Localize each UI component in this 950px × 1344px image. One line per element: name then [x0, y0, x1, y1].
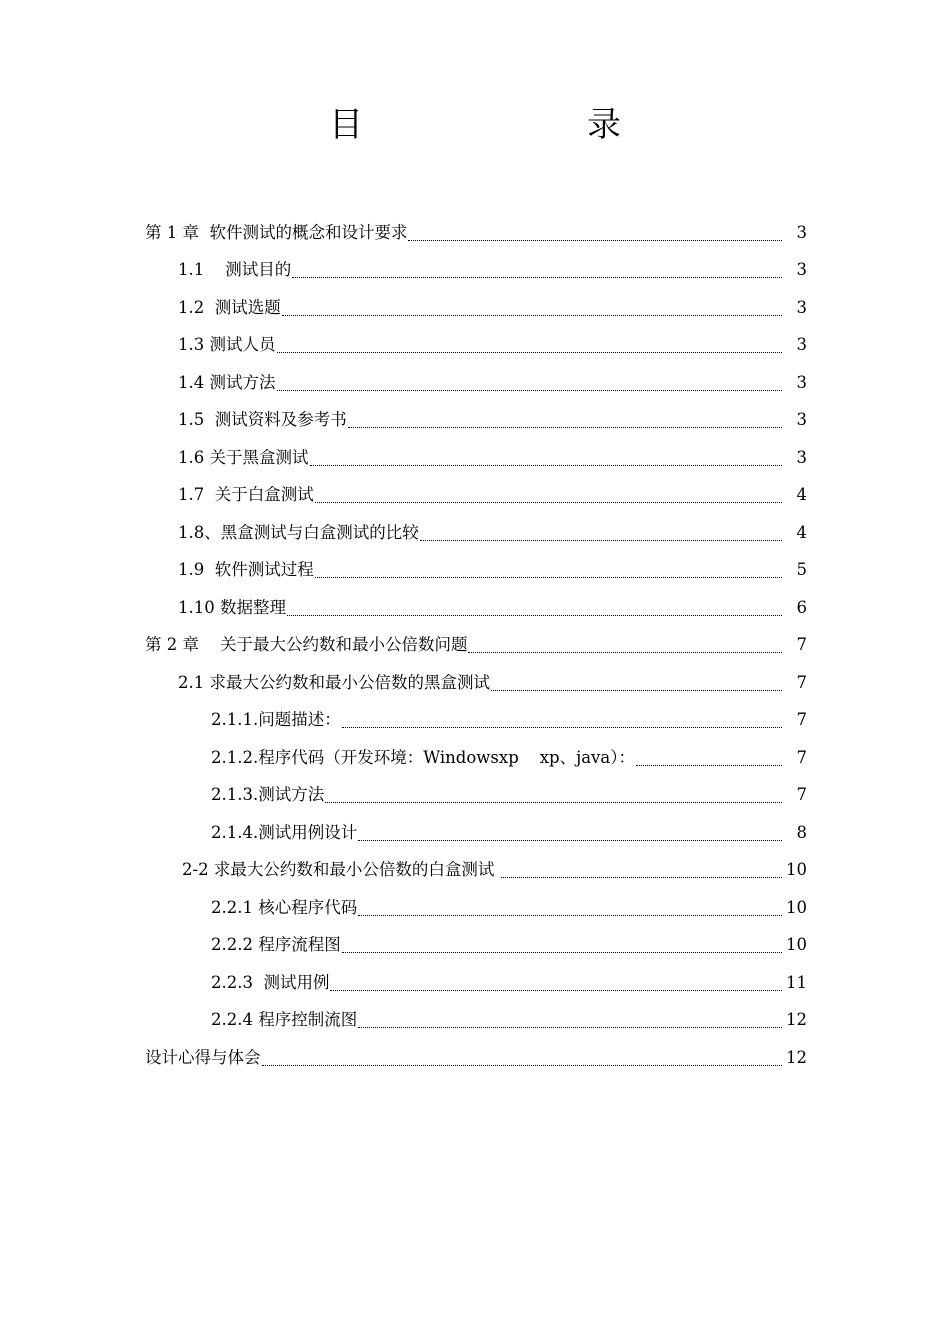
toc-entry-text: 1.1 测试目的 [178, 260, 292, 280]
toc-page-number: 12 [786, 1010, 807, 1030]
toc-entry[interactable] [0, 739, 950, 777]
toc-entry-text: 2.2.1 核心程序代码 [211, 897, 358, 917]
toc-entry-text: 1.7 关于白盒测试 [178, 485, 314, 505]
dot-leader [342, 727, 782, 728]
toc-entry-text: 1.9 软件测试过程 [178, 560, 314, 580]
toc-page-number: 6 [796, 597, 807, 617]
dot-leader [358, 915, 782, 916]
toc-entry[interactable] [0, 439, 950, 477]
toc-entry-text: 第 2 章 关于最大公约数和最小公倍数问题 [145, 635, 468, 655]
toc-page-number: 7 [796, 785, 807, 805]
toc-entry-text: 2.1.3.测试方法 [211, 785, 325, 805]
dot-leader [310, 465, 783, 466]
toc-entry-text: 2.1.2.程序代码（开发环境：Windowsxp xp、java）： [211, 747, 635, 767]
dot-leader [491, 690, 782, 691]
toc-entry[interactable] [0, 1002, 950, 1040]
toc-title: 目 录 [329, 105, 673, 145]
toc-page-number: 3 [796, 260, 807, 280]
toc-page-number: 7 [796, 747, 807, 767]
toc-page-number: 3 [796, 335, 807, 355]
toc-entry-text: 第 1 章 软件测试的概念和设计要求 [145, 222, 408, 242]
toc-page-number: 3 [796, 410, 807, 430]
toc-entry-text: 2.1.4.测试用例设计 [211, 822, 358, 842]
dot-leader [501, 877, 782, 878]
toc-entry[interactable] [0, 852, 950, 890]
toc-page-number: 4 [796, 522, 807, 542]
dot-leader [277, 352, 783, 353]
toc-page-number: 12 [786, 1047, 807, 1067]
toc-entry[interactable] [0, 289, 950, 327]
toc-entry-text: 1.3 测试人员 [178, 335, 276, 355]
toc-entry-text: 1.8、黑盒测试与白盒测试的比较 [178, 522, 419, 542]
toc-entry[interactable] [0, 627, 950, 665]
toc-entry[interactable] [0, 664, 950, 702]
toc-entry[interactable] [0, 589, 950, 627]
toc-page-number: 11 [786, 972, 807, 992]
dot-leader [348, 427, 782, 428]
toc-entry[interactable] [0, 327, 950, 365]
toc-page-number: 3 [796, 447, 807, 467]
dot-leader [325, 802, 782, 803]
toc-entry-text: 2-2 求最大公约数和最小公倍数的白盒测试 [182, 860, 500, 880]
toc-page-number: 10 [786, 860, 807, 880]
dot-leader [330, 990, 782, 991]
toc-entry-text: 2.2.3 测试用例 [211, 972, 330, 992]
dot-leader [468, 652, 782, 653]
dot-leader [287, 615, 782, 616]
toc-entry[interactable] [0, 1039, 950, 1077]
toc-page-number: 3 [796, 297, 807, 317]
toc-page-number: 7 [796, 672, 807, 692]
toc-entry-text: 2.2.2 程序流程图 [211, 935, 341, 955]
dot-leader [292, 277, 782, 278]
toc-page-number: 8 [796, 822, 807, 842]
toc-page-number: 5 [796, 560, 807, 580]
toc-entry[interactable] [0, 889, 950, 927]
toc-entry-text: 2.1.1.问题描述： [211, 710, 341, 730]
toc-entry-text: 2.2.4 程序控制流图 [211, 1010, 358, 1030]
toc-entry[interactable] [0, 402, 950, 440]
toc-entry[interactable] [0, 777, 950, 815]
toc-entry[interactable] [0, 927, 950, 965]
toc-page-number: 4 [796, 485, 807, 505]
toc-entry[interactable] [0, 252, 950, 290]
toc-page-number: 7 [796, 710, 807, 730]
dot-leader [342, 952, 782, 953]
toc-entry-text: 设计心得与体会 [145, 1047, 261, 1067]
toc-entry[interactable] [0, 364, 950, 402]
table-of-contents [0, 214, 950, 1077]
toc-entry[interactable] [0, 814, 950, 852]
toc-entry[interactable] [0, 214, 950, 252]
toc-entry[interactable] [0, 477, 950, 515]
toc-page-number: 3 [796, 222, 807, 242]
toc-entry-text: 1.10 数据整理 [178, 597, 286, 617]
toc-page-number: 3 [796, 372, 807, 392]
toc-page-number: 10 [786, 935, 807, 955]
dot-leader [315, 577, 782, 578]
dot-leader [315, 502, 782, 503]
toc-entry-text: 1.5 测试资料及参考书 [178, 410, 347, 430]
toc-page-number: 7 [796, 635, 807, 655]
dot-leader [358, 1027, 782, 1028]
dot-leader [636, 765, 782, 766]
dot-leader [408, 240, 782, 241]
toc-entry-text: 1.6 关于黑盒测试 [178, 447, 309, 467]
toc-entry[interactable] [0, 552, 950, 590]
dot-leader [420, 540, 782, 541]
toc-entry-text: 1.4 测试方法 [178, 372, 276, 392]
dot-leader [358, 840, 782, 841]
toc-entry[interactable] [0, 702, 950, 740]
toc-page-number: 10 [786, 897, 807, 917]
dot-leader [277, 390, 783, 391]
toc-entry-text: 1.2 测试选题 [178, 297, 281, 317]
toc-entry-text: 2.1 求最大公约数和最小公倍数的黑盒测试 [178, 672, 490, 692]
dot-leader [282, 315, 782, 316]
toc-entry[interactable] [0, 514, 950, 552]
dot-leader [262, 1065, 783, 1066]
toc-entry[interactable] [0, 964, 950, 1002]
